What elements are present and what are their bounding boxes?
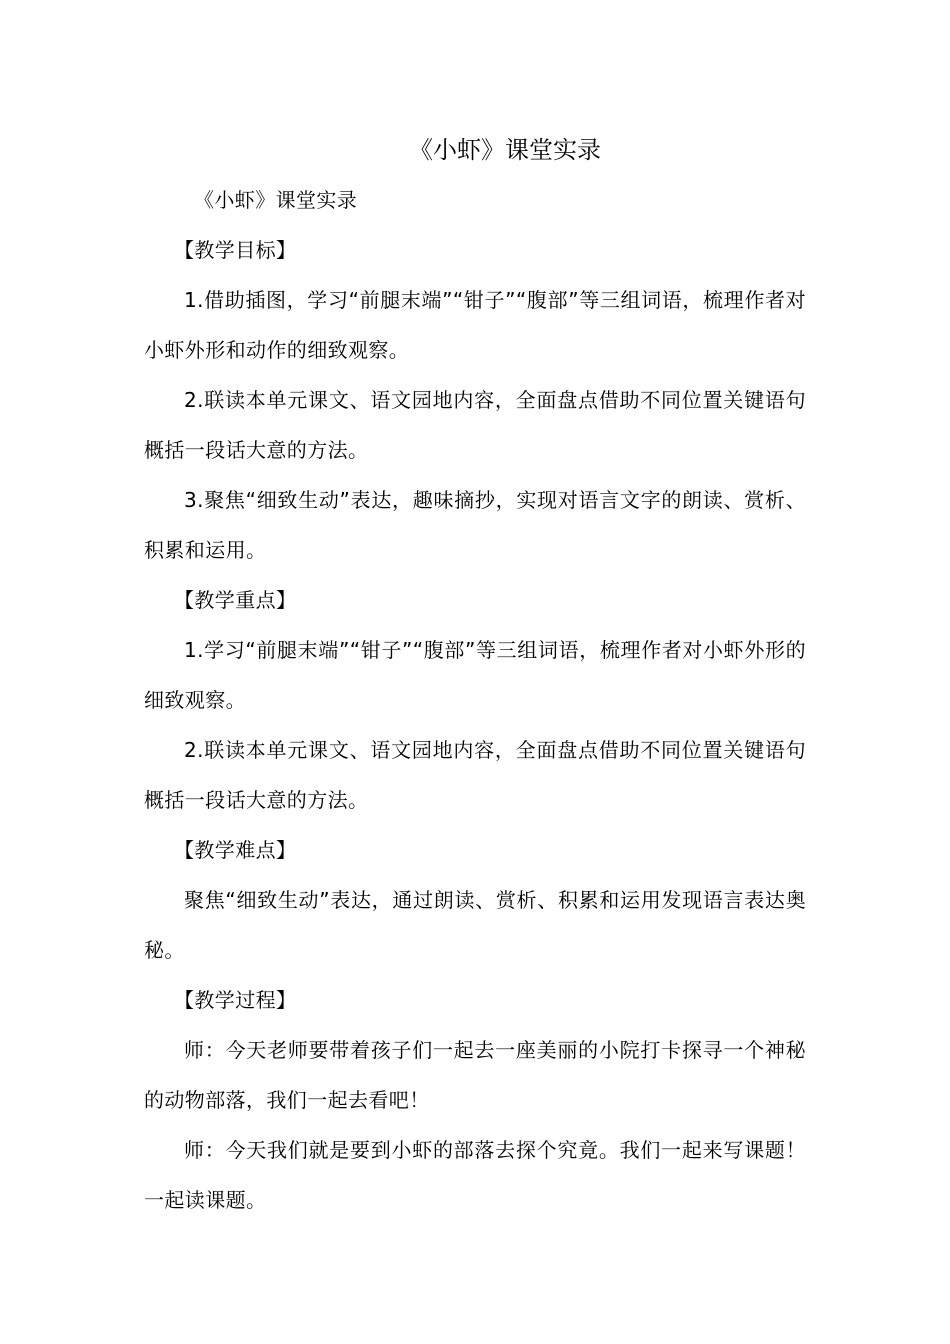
section-heading-teaching-goals: 【教学目标】: [174, 238, 297, 262]
paragraph: 聚焦“细致生动”表达，通过朗读、赏析、积累和运用发现语言表达奥秘。: [144, 888, 806, 962]
paragraph: 1.学习“前腿末端”“钳子”“腹部”等三组词语，梳理作者对小虾外形的细致观察。: [144, 638, 806, 712]
section-heading-teaching-focus: 【教学重点】: [174, 588, 297, 612]
paragraph: 1.借助插图，学习“前腿末端”“钳子”“腹部”等三组词语，梳理作者对小虾外形和动作的细致观察。: [144, 288, 806, 362]
paragraph: 师：今天我们就是要到小虾的部落去探个究竟。我们一起来写课题！一起读课题。: [144, 1138, 806, 1212]
paragraph: 3.聚焦“细致生动”表达，趣味摘抄，实现对语言文字的朗读、赏析、积累和运用。: [144, 488, 806, 562]
section-heading-teaching-process: 【教学过程】: [174, 988, 297, 1012]
paragraph: 2.联读本单元课文、语文园地内容，全面盘点借助不同位置关键语句概括一段话大意的方法。: [144, 388, 806, 462]
paragraph: 师：今天老师要带着孩子们一起去一座美丽的小院打卡探寻一个神秘的动物部落，我们一起去看吧！: [144, 1038, 806, 1112]
document-subtitle: 《小虾》课堂实录: [194, 188, 358, 212]
document-title: 《小虾》课堂实录: [409, 136, 601, 164]
document-body: [144, 175, 806, 1225]
paragraph: 2.联读本单元课文、语文园地内容，全面盘点借助不同位置关键语句概括一段话大意的方法。: [144, 738, 806, 812]
section-heading-teaching-difficulty: 【教学难点】: [174, 838, 297, 862]
